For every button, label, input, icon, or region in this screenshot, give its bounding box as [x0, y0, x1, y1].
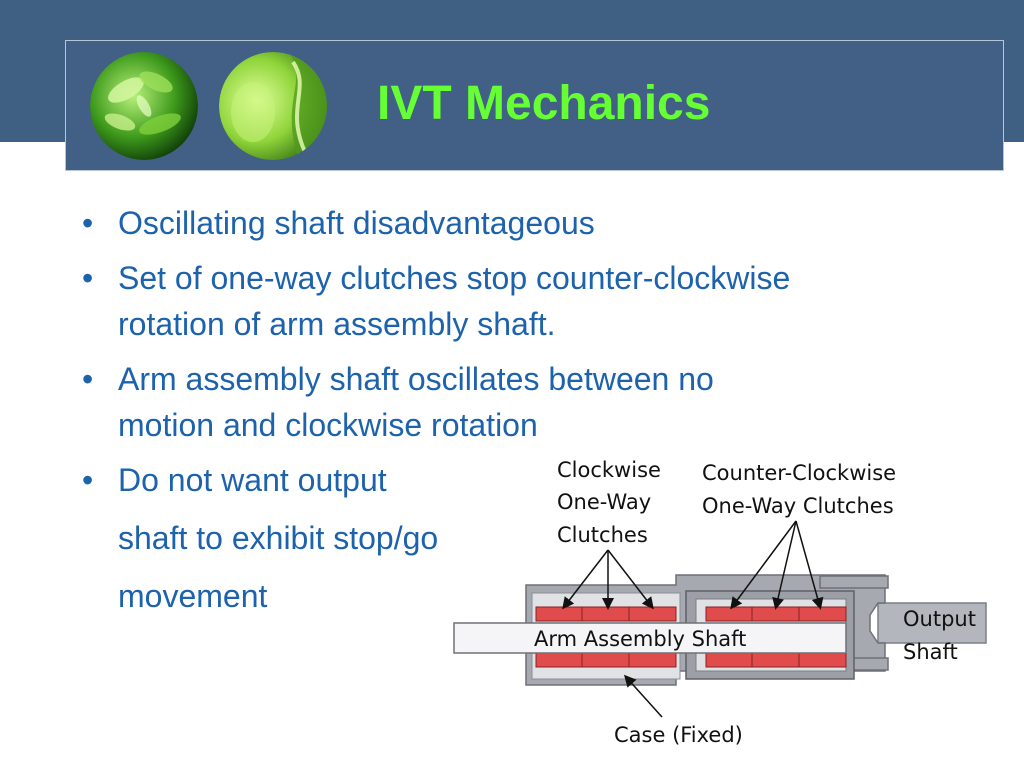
- bullet-text: shaft to exhibit stop/go: [118, 520, 439, 556]
- bullet-dot: •: [82, 361, 94, 397]
- bullet-item: [80, 200, 980, 246]
- cw-label-line-1: Clockwise: [557, 458, 661, 482]
- bullet-item: [80, 255, 980, 347]
- cw-label-line-3: Clutches: [557, 523, 648, 547]
- bullet-item: [80, 356, 980, 448]
- ccw-label-line-2: One-Way Clutches: [702, 494, 894, 518]
- bullet-dot: •: [82, 462, 94, 498]
- slide-title: IVT Mechanics: [377, 77, 711, 130]
- output-label-line-2: Shaft: [903, 640, 958, 664]
- bullet-text: Set of one-way clutches stop counter-clockwise: [118, 260, 791, 296]
- output-label-line-1: Output: [903, 607, 976, 631]
- bullet-text: rotation of arm assembly shaft.: [118, 306, 556, 342]
- bullet-dot: •: [82, 205, 94, 241]
- bullet-text: Oscillating shaft disadvantageous: [118, 205, 595, 241]
- leaf-closeup-logo-image: [219, 52, 327, 160]
- bullet-text: movement: [118, 578, 268, 614]
- ccw-label-line-1: Counter-Clockwise: [702, 461, 897, 485]
- arm-shaft-label: Arm Assembly Shaft: [534, 627, 747, 651]
- cw-label-line-2: One-Way: [557, 490, 652, 514]
- bullet-text: motion and clockwise rotation: [118, 407, 538, 443]
- case-flange-top: [820, 576, 888, 588]
- bullet-text: Arm assembly shaft oscillates between no: [118, 361, 714, 397]
- bullet-text: Do not want output: [118, 462, 387, 498]
- ivt-clutch-diagram: [440, 455, 1000, 755]
- bullet-dot: •: [82, 260, 94, 296]
- leaf-logo-image: [90, 52, 198, 160]
- case-label: Case (Fixed): [614, 723, 743, 747]
